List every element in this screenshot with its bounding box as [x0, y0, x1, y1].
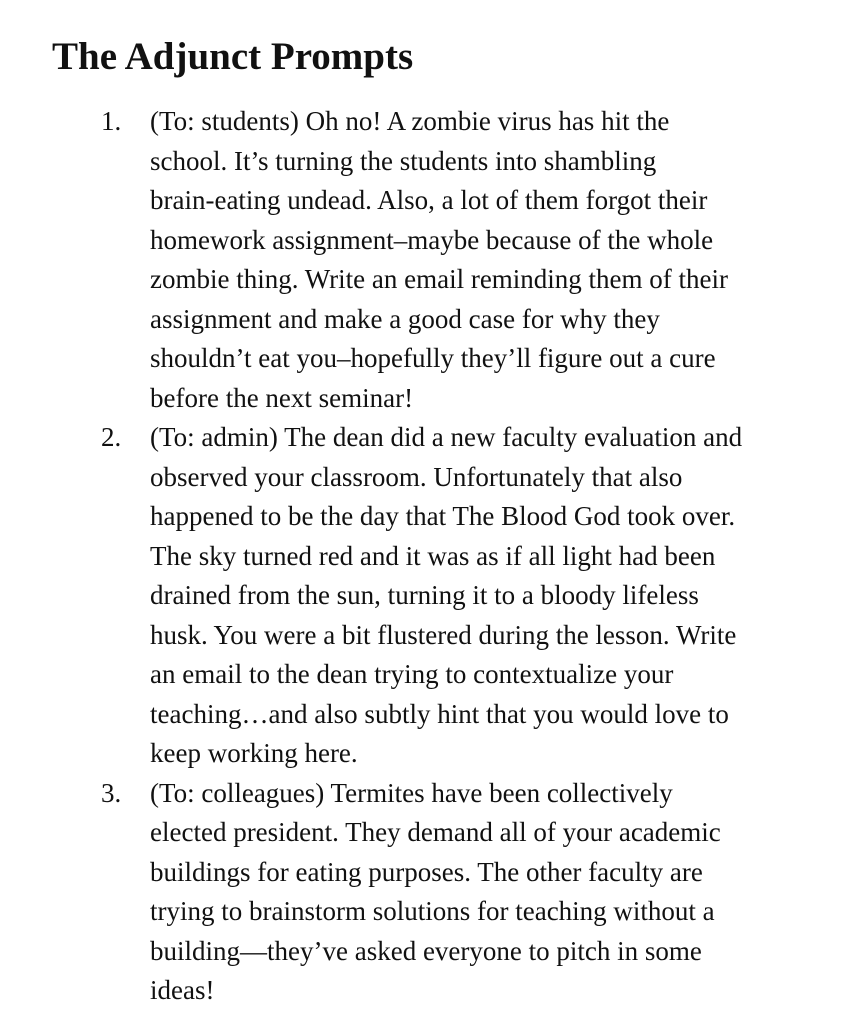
prompt-text-line: ideas! [150, 975, 215, 1005]
prompt-text-line: elected president. They demand all of your academic [150, 817, 721, 847]
prompt-number: 3. [101, 777, 122, 808]
prompt-text-line: shouldn’t eat you–hopefully they’ll figure out a cure [150, 343, 716, 373]
prompt-text-line: trying to brainstorm solutions for teaching without a [150, 896, 715, 926]
prompt-item [0, 774, 861, 1011]
prompt-text-line: building—they’ve asked everyone to pitch in some [150, 935, 702, 966]
prompt-text-line: buildings for eating purposes. The other faculty are [150, 856, 703, 887]
prompt-text-line: keep working here. [150, 738, 358, 768]
prompt-text-line: homework assignment–maybe because of the whole [150, 224, 714, 255]
prompt-text [150, 102, 861, 418]
prompt-number: 2. [101, 422, 122, 452]
prompt-text-line: teaching…and also subtly hint that you would love to [150, 698, 729, 729]
prompt-list [0, 102, 861, 1011]
prompt-text-line: happened to be the day that The Blood God took over. [150, 501, 736, 531]
prompt-text-line: before the next seminar! [150, 382, 414, 413]
prompt-number: 1. [101, 106, 122, 136]
prompt-text-line: school. It’s turning the students into shambling [150, 145, 657, 176]
prompt-item [0, 418, 861, 774]
prompt-text-line: husk. You were a bit flustered during the lesson. Write [150, 619, 737, 650]
prompt-text-line: zombie thing. Write an email reminding them of their [150, 264, 729, 294]
document-title: The Adjunct Prompts [52, 35, 414, 78]
prompt-text-line: (To: admin) The dean did a new faculty evaluation and [150, 422, 743, 452]
prompt-text-line: (To: colleagues) Termites have been collectively [150, 777, 673, 808]
prompt-text-line: observed your classroom. Unfortunately that also [150, 461, 683, 492]
prompt-text-line: (To: students) Oh no! A zombie virus has hit the [150, 106, 670, 136]
prompt-text-line: brain-eating undead. Also, a lot of them forgot their [150, 185, 708, 215]
prompt-text-line: The sky turned red and it was as if all light had been [150, 540, 716, 571]
prompt-text-line: drained from the sun, turning it to a bloody lifeless [150, 580, 699, 610]
prompt-text-line: an email to the dean trying to contextualize your [150, 659, 674, 689]
prompt-item [0, 102, 861, 418]
prompt-text [150, 418, 861, 774]
prompt-text [150, 774, 861, 1011]
prompt-text-line: assignment and make a good case for why they [150, 303, 660, 334]
